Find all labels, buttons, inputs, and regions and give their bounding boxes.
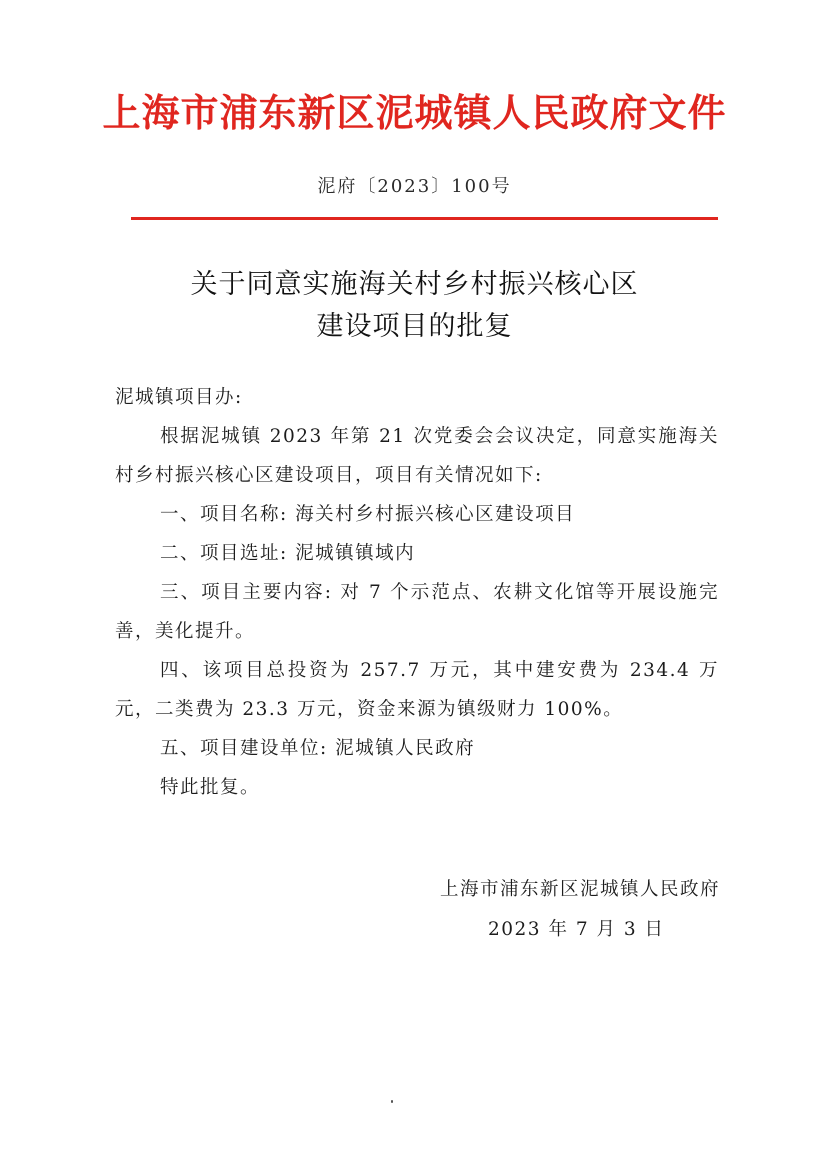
body-paragraph: 二、项目选址: 泥城镇镇域内	[160, 543, 416, 564]
title-line-1: 关于同意实施海关村乡村振兴核心区	[190, 269, 639, 300]
addressee: 泥城镇项目办:	[115, 387, 243, 408]
signature-date: 2023 年 7 月 3 日	[488, 919, 665, 940]
scan-speck	[391, 1100, 393, 1103]
body-paragraph: 一、项目名称: 海关村乡村振兴核心区建设项目	[160, 504, 576, 525]
body-paragraph: 三、项目主要内容: 对 7 个示范点、农耕文化馆等开展设施完善，美化提升。	[115, 582, 719, 642]
body-paragraph: 四、该项目总投资为 257.7 万元，其中建安费为 234.4 万元，二类费为 23.3 万元，资金来源为镇级财力 100%。	[115, 660, 719, 720]
red-divider	[131, 217, 718, 220]
document-number: 泥府〔2023〕100号	[317, 176, 512, 197]
body-paragraph: 特此批复。	[160, 777, 261, 798]
issuer-title: 上海市浦东新区泥城镇人民政府文件	[102, 90, 727, 135]
document-title	[0, 264, 829, 348]
title-line-2: 建设项目的批复	[316, 311, 513, 342]
signature-block	[400, 870, 720, 950]
body-paragraph: 根据泥城镇 2023 年第 21 次党委会会议决定，同意实施海关村乡村振兴核心区建设项目，项目有关情况如下:	[115, 426, 719, 486]
document-body	[115, 378, 719, 807]
signature-organization: 上海市浦东新区泥城镇人民政府	[439, 879, 720, 900]
body-paragraph: 五、项目建设单位: 泥城镇人民政府	[160, 738, 476, 759]
